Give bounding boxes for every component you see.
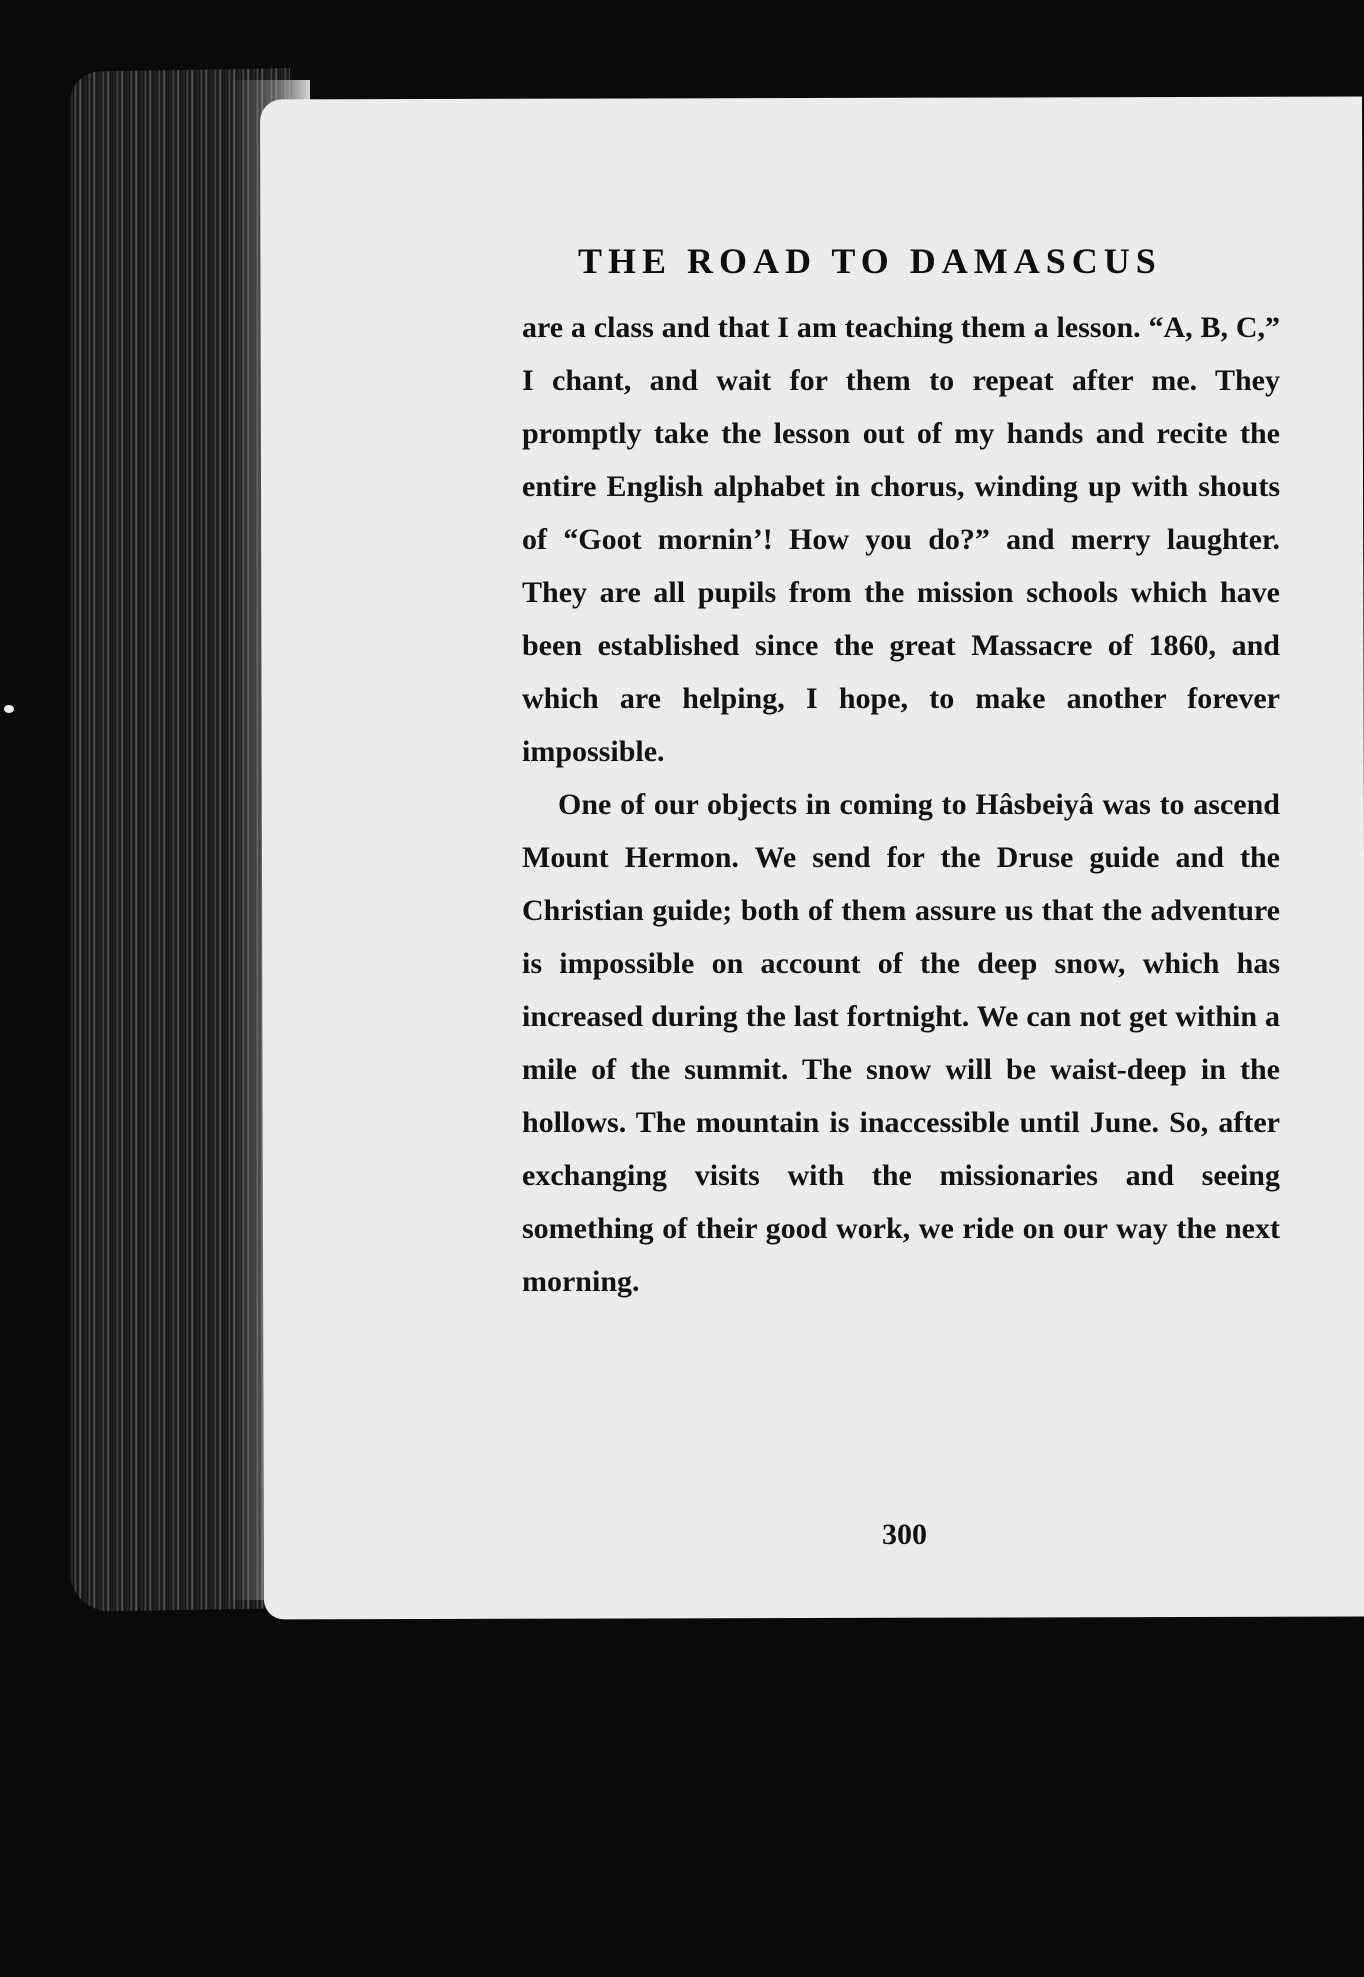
page-number: 300 [882, 1518, 927, 1551]
running-head: THE ROAD TO DAMASCUS [578, 241, 1162, 281]
paragraph-continued: are a class and that I am teaching them a lesson. “A, B, C,” I chant, and wait for them to repeat after me. They promptly take the lesson out of my hands and recite the entire English alphabet in chorus, winding up with shouts of “Goot mornin’! How you do?” and merry laughter. They are all pupils from the mission schools which have been established since the great Massacre of 1860, and which are helping, I hope, to make another forever impossible. [522, 311, 1280, 768]
page-body [522, 301, 1280, 1308]
scan-speck [4, 705, 14, 713]
paragraph: One of our objects in coming to Hâsbeiyâ was to ascend Mount Hermon. We send for the Druse guide and the Christian guide; both of them assure us that the adventure is impossible on account of the deep snow, which has increased during the last fortnight. We can not get within a mile of the summit. The snow will be waist-deep in the hollows. The mountain is inaccessible until June. So, after exchanging visits with the missionaries and seeing something of their good work, we ride on our way the next morning. [522, 788, 1280, 1298]
